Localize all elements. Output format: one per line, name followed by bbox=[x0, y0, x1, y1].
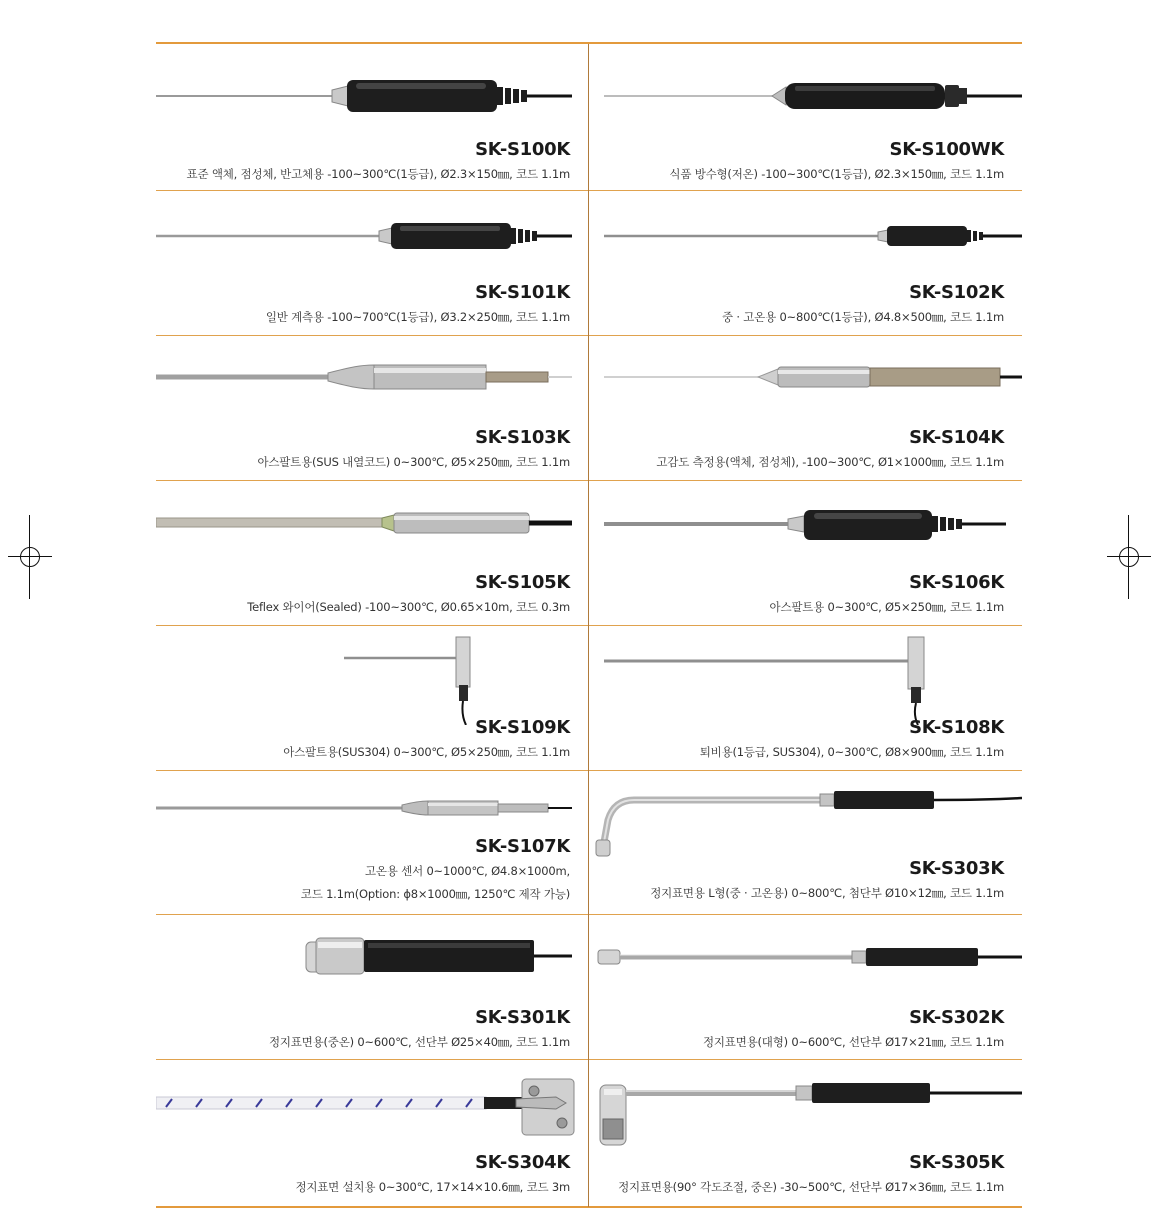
product-code: SK-S107K bbox=[475, 836, 570, 857]
registration-mark-left bbox=[8, 515, 52, 599]
product-card-s107k bbox=[156, 770, 588, 915]
product-card-s106k bbox=[590, 480, 1022, 625]
product-spec: Teflex 와이어(Sealed) -100~300℃, Ø0.65×10m, 코드 0.3m bbox=[247, 600, 570, 614]
product-spec: 식품 방수형(저온) -100~300℃(1등급), Ø2.3×150㎜, 코드 1.1m bbox=[669, 167, 1004, 181]
product-code: SK-S103K bbox=[475, 427, 570, 448]
probe-image-s102k bbox=[590, 190, 1022, 290]
probe-image-s304k bbox=[156, 1059, 588, 1159]
product-code: SK-S100WK bbox=[889, 139, 1004, 160]
product-code: SK-S303K bbox=[909, 858, 1004, 879]
product-code: SK-S304K bbox=[475, 1152, 570, 1173]
product-spec: 정지표면용(대형) 0~600℃, 선단부 Ø17×21㎜, 코드 1.1m bbox=[702, 1035, 1004, 1049]
product-card-s304k bbox=[156, 1059, 588, 1204]
probe-image-s108k bbox=[590, 625, 1022, 725]
product-card-s100k bbox=[156, 44, 588, 189]
probe-image-s106k bbox=[590, 480, 1022, 580]
product-spec: 퇴비용(1등급, SUS304), 0~300℃, Ø8×900㎜, 코드 1.1m bbox=[699, 745, 1004, 759]
product-code: SK-S305K bbox=[909, 1152, 1004, 1173]
probe-image-s100wk bbox=[590, 44, 1022, 144]
rule-bottom bbox=[156, 1206, 1022, 1208]
product-catalog-grid bbox=[156, 42, 1022, 1209]
product-spec: 표준 액체, 점성체, 반고체용 -100~300℃(1등급), Ø2.3×150㎜, 코드 1.1m bbox=[186, 167, 570, 181]
product-card-s302k bbox=[590, 914, 1022, 1059]
column-divider bbox=[588, 44, 589, 1207]
probe-image-s100k bbox=[156, 44, 588, 144]
product-code: SK-S104K bbox=[909, 427, 1004, 448]
product-card-s105k bbox=[156, 480, 588, 625]
product-code: SK-S108K bbox=[909, 717, 1004, 738]
product-spec: 정지표면용(90° 각도조절, 중온) -30~500℃, 선단부 Ø17×36㎜, 코드 1.1m bbox=[618, 1180, 1004, 1194]
product-spec-line2: 코드 1.1m(Option: ϕ8×1000㎜, 1250℃ 제작 가능) bbox=[300, 887, 570, 901]
product-code: SK-S101K bbox=[475, 282, 570, 303]
product-card-s100wk bbox=[590, 44, 1022, 189]
product-card-s104k bbox=[590, 335, 1022, 480]
product-spec: 고온용 센서 0~1000℃, Ø4.8×1000m, bbox=[364, 864, 570, 878]
registration-mark-right bbox=[1107, 515, 1151, 599]
probe-image-s101k bbox=[156, 190, 588, 290]
probe-image-s104k bbox=[590, 335, 1022, 435]
product-card-s101k bbox=[156, 190, 588, 335]
product-code: SK-S301K bbox=[475, 1007, 570, 1028]
probe-image-s301k bbox=[156, 914, 588, 1014]
product-code: SK-S106K bbox=[909, 572, 1004, 593]
product-card-s103k bbox=[156, 335, 588, 480]
product-spec: 아스팔트용(SUS304) 0~300℃, Ø5×250㎜, 코드 1.1m bbox=[283, 745, 570, 759]
product-spec: 아스팔트용 0~300℃, Ø5×250㎜, 코드 1.1m bbox=[769, 600, 1004, 614]
product-code: SK-S302K bbox=[909, 1007, 1004, 1028]
probe-image-s302k bbox=[590, 914, 1022, 1014]
product-spec: 정지표면용 L형(중 · 고온용) 0~800℃, 첨단부 Ø10×12㎜, 코드 1.1m bbox=[650, 886, 1004, 900]
product-code: SK-S102K bbox=[909, 282, 1004, 303]
probe-image-s109k bbox=[156, 625, 588, 725]
probe-image-s103k bbox=[156, 335, 588, 435]
product-spec: 중 · 고온용 0~800℃(1등급), Ø4.8×500㎜, 코드 1.1m bbox=[722, 310, 1004, 324]
product-card-s303k bbox=[590, 770, 1022, 915]
probe-image-s105k bbox=[156, 480, 588, 580]
product-card-s305k bbox=[590, 1059, 1022, 1204]
product-code: SK-S109K bbox=[475, 717, 570, 738]
product-card-s301k bbox=[156, 914, 588, 1059]
product-code: SK-S100K bbox=[475, 139, 570, 160]
product-card-s102k bbox=[590, 190, 1022, 335]
product-spec: 정지표면용(중온) 0~600℃, 선단부 Ø25×40㎜, 코드 1.1m bbox=[268, 1035, 570, 1049]
product-spec: 고감도 측정용(액체, 점성체), -100~300℃, Ø1×1000㎜, 코드 1.1m bbox=[656, 455, 1004, 469]
product-code: SK-S105K bbox=[475, 572, 570, 593]
product-card-s109k bbox=[156, 625, 588, 770]
product-spec: 정지표면 설치용 0~300℃, 17×14×10.6㎜, 코드 3m bbox=[295, 1180, 570, 1194]
product-spec: 일반 계측용 -100~700℃(1등급), Ø3.2×250㎜, 코드 1.1m bbox=[265, 310, 570, 324]
product-card-s108k bbox=[590, 625, 1022, 770]
product-spec: 아스팔트용(SUS 내열코드) 0~300℃, Ø5×250㎜, 코드 1.1m bbox=[257, 455, 570, 469]
probe-image-s305k bbox=[590, 1059, 1022, 1159]
probe-image-s303k bbox=[590, 770, 1022, 870]
